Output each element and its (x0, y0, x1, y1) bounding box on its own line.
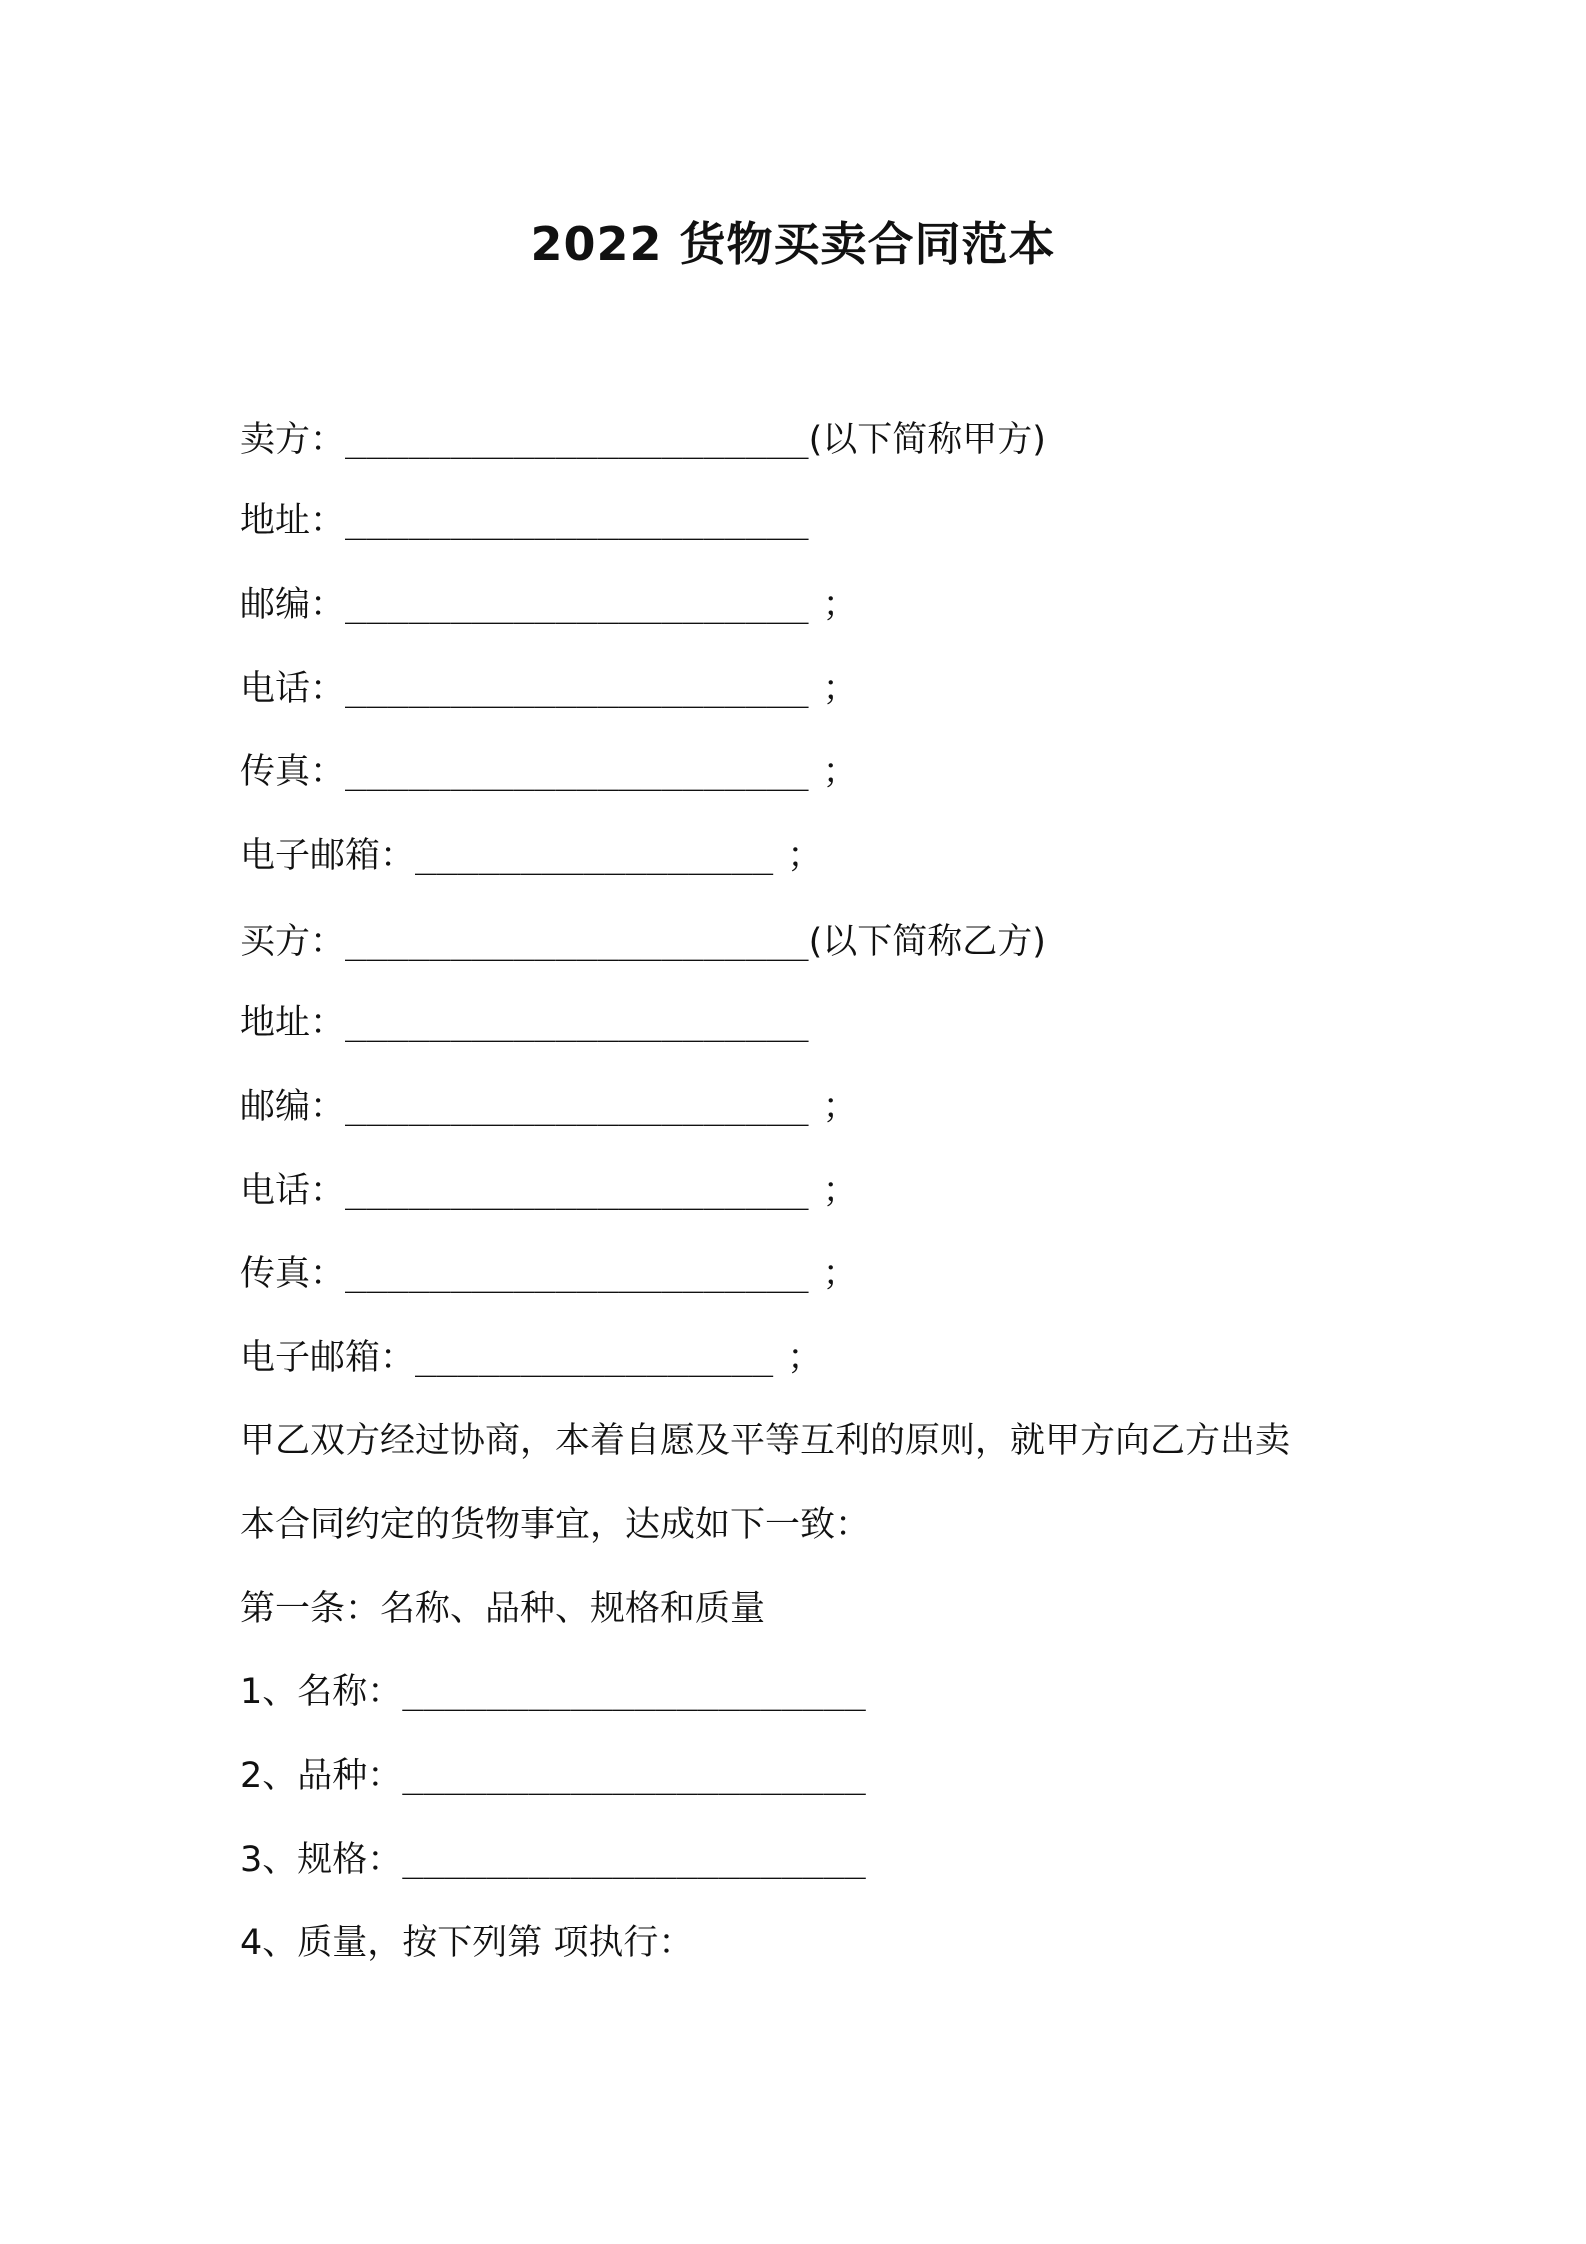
seller-party-blank: ______________________ (345, 420, 809, 460)
buyer-address-blank: ______________________ (345, 1003, 809, 1043)
semicolon: ； (822, 1254, 858, 1294)
buyer-address-line (240, 998, 809, 1048)
seller-fax-line (240, 747, 858, 797)
item-name-line (240, 1667, 866, 1717)
buyer-party-blank: ______________________ (345, 922, 809, 962)
document-title: 2022 货物买卖合同范本 (530, 217, 1056, 271)
buyer-party-label: 买方： (240, 922, 346, 962)
seller-address-blank: ______________________ (345, 501, 809, 541)
seller-fax-label: 传真： (240, 752, 346, 792)
buyer-postcode-line (240, 1082, 858, 1132)
buyer-party-note: (以下简称乙方) (808, 922, 1046, 962)
buyer-phone-blank: ______________________ (345, 1171, 809, 1211)
buyer-postcode-blank: ______________________ (345, 1087, 809, 1127)
item-variety-blank: ______________________ (402, 1756, 866, 1796)
item-variety-line (240, 1751, 866, 1801)
item-name-label: 1、名称： (240, 1672, 403, 1712)
buyer-phone-label: 电话： (240, 1171, 346, 1211)
intro-paragraph-line-1: 甲乙双方经过协商，本着自愿及平等互利的原则，就甲方向乙方出卖 (240, 1421, 1291, 1461)
semicolon: ； (822, 752, 858, 792)
seller-phone-line (240, 664, 858, 714)
seller-email-blank: _________________ (415, 836, 774, 876)
item-spec-blank: ______________________ (402, 1840, 866, 1880)
buyer-email-label: 电子邮箱： (240, 1338, 416, 1378)
buyer-fax-label: 传真： (240, 1254, 346, 1294)
seller-fax-blank: ______________________ (345, 752, 809, 792)
seller-party-label: 卖方： (240, 420, 346, 460)
buyer-email-blank: _________________ (415, 1338, 774, 1378)
item-variety-label: 2、品种： (240, 1756, 403, 1796)
semicolon: ； (822, 1087, 858, 1127)
semicolon: ； (787, 1338, 823, 1378)
seller-party-note: (以下简称甲方) (808, 420, 1046, 460)
buyer-phone-line (240, 1166, 858, 1216)
seller-phone-label: 电话： (240, 669, 346, 709)
buyer-address-label: 地址： (240, 1003, 346, 1043)
intro-paragraph-line-2: 本合同约定的货物事宜，达成如下一致： (240, 1505, 871, 1545)
buyer-fax-line (240, 1249, 858, 1299)
seller-address-line (240, 496, 809, 546)
seller-postcode-line (240, 580, 858, 630)
seller-email-line (240, 831, 822, 881)
seller-postcode-label: 邮编： (240, 585, 346, 625)
item-name-blank: ______________________ (402, 1672, 866, 1712)
seller-address-label: 地址： (240, 501, 346, 541)
semicolon: ； (822, 1171, 858, 1211)
buyer-postcode-label: 邮编： (240, 1087, 346, 1127)
buyer-email-line (240, 1333, 822, 1383)
semicolon: ； (822, 585, 858, 625)
seller-email-label: 电子邮箱： (240, 836, 416, 876)
seller-phone-blank: ______________________ (345, 669, 809, 709)
seller-party-line (240, 415, 1046, 465)
buyer-party-line (240, 917, 1046, 967)
item-quality-line: 4、质量，按下列第 项执行： (240, 1923, 694, 1963)
seller-postcode-blank: ______________________ (345, 585, 809, 625)
item-spec-line (240, 1835, 866, 1885)
semicolon: ； (787, 836, 823, 876)
buyer-fax-blank: ______________________ (345, 1254, 809, 1294)
article-1-heading: 第一条：名称、品种、规格和质量 (240, 1589, 766, 1629)
semicolon: ； (822, 669, 858, 709)
item-spec-label: 3、规格： (240, 1840, 403, 1880)
